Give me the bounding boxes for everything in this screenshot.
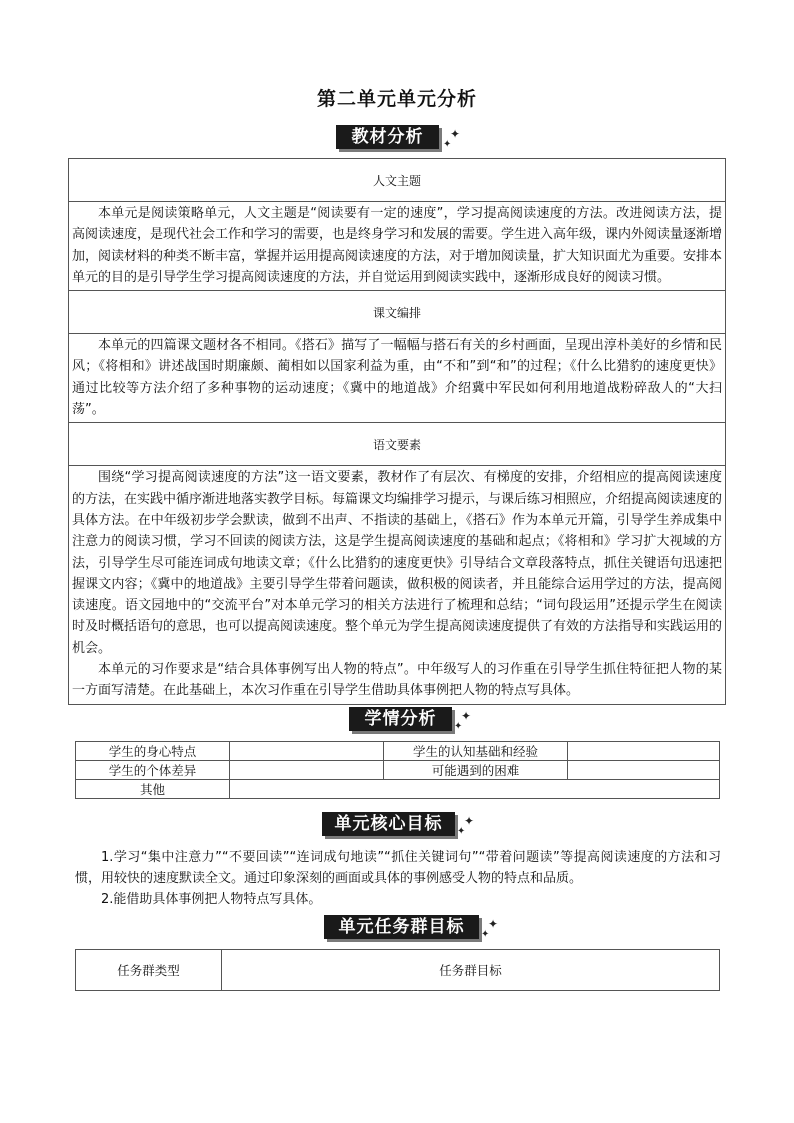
- section-banner-label: 教材分析: [336, 125, 439, 149]
- cell-empty: [230, 780, 720, 799]
- cell-empty: [568, 742, 720, 761]
- section-banner-textbook: [336, 125, 466, 151]
- paragraph: 围绕“学习提高阅读速度的方法”这一语文要素，教材作了有层次、有梯度的安排，介绍相应的提高阅读速度的方法，在实践中循序渐进地落实教学目标。每篇课文均编排学习提示，与课后练习相照应，介绍提高阅读速度的具体方法。在中年级初步学会默读，做到不出声、不指读的基础上，《搭石》作为本单元开篇，引导学生养成集中注意力的阅读习惯，学习不回读的阅读方法，这是学生提高阅读速度的基础和起点；《将相和》学习扩大视域的方法，引导学生尽可能连词成句地读文章；《什么比猎豹的速度更快》引导结合文章段落特点，抓住关键语句迅速把握课文内容；《冀中的地道战》主要引导学生带着问题读，做积极的阅读者，并且能综合运用学过的方法，提高阅读速度。语文园地中的“交流平台”对本单元学习的相关方法进行了梳理和总结；“词句段运用”还提示学生在阅读时及时概括语句的意思，也可以提高阅读速度。整个单元为学生提高阅读速度提供了有效的方法指导和实践运用的机会。: [72, 470, 723, 656]
- theme-body: [69, 202, 726, 291]
- task-group-table: [75, 949, 720, 991]
- label-cognitive-base: 学生的认知基础和经验: [384, 742, 568, 761]
- learning-table: [75, 741, 720, 799]
- sparkle-icon: ✦ ✦: [443, 127, 461, 150]
- cell-empty: [568, 761, 720, 780]
- paragraph: 本单元是阅读策略单元，人文主题是“阅读要有一定的速度”，学习提高阅读速度的方法。改进阅读方法，提高阅读速度，是现代社会工作和学习的需要，也是终身学习和发展的需要。学生进入高年级，课内外阅读量逐渐增加，阅读材料的种类不断丰富，掌握并运用提高阅读速度的方法，对于增加阅读量，扩大知识面尤为重要。安排本单元的目的是引导学生学习提高阅读速度的方法，并自觉运用到阅读实践中，逐渐形成良好的阅读习惯。: [72, 206, 723, 285]
- sparkle-icon: ✦ ✦: [457, 814, 475, 837]
- sparkle-icon: ✦ ✦: [481, 917, 499, 940]
- heading-language-elements: 语文要素: [69, 423, 726, 466]
- arrangement-body: [69, 334, 726, 423]
- heading-theme: 人文主题: [69, 159, 726, 202]
- goal-item: 2.能借助具体事例把人物特点写具体。: [101, 892, 322, 907]
- section-banner-task-goals: [324, 915, 504, 941]
- label-physical-mental: 学生的身心特点: [76, 742, 230, 761]
- paragraph: 本单元的四篇课文题材各不相同。《搭石》描写了一幅幅与搭石有关的乡村画面，呈现出淳朴美好的乡情和民风；《将相和》讲述战国时期廉颇、蔺相如以国家利益为重，由“不和”到“和”的过程；《什么比猎豹的速度更快》通过比较等方法介绍了多种事物的运动速度；《冀中的地道战》介绍冀中军民如何利用地道战粉碎敌人的“大扫荡”。: [72, 338, 722, 418]
- label-individual-diff: 学生的个体差异: [76, 761, 230, 780]
- heading-arrangement: 课文编排: [69, 291, 726, 334]
- label-other: 其他: [76, 780, 230, 799]
- section-banner-label: 单元核心目标: [322, 812, 455, 836]
- header-task-type: 任务群类型: [76, 950, 222, 991]
- language-elements-body: [69, 466, 726, 704]
- goal-item: 1.学习“集中注意力”“不要回读”“连词成句地读”“抓住关键词句”“带着问题读”等提高阅读速度的方法和习惯，用较快的速度默读全文。通过印象深刻的画面或具体的事例感受人物的特点和品质。: [75, 850, 721, 886]
- section-banner-label: 学情分析: [349, 707, 452, 731]
- cell-empty: [230, 761, 384, 780]
- section-banner-learning: [349, 707, 479, 733]
- section-banner-core-goals: [322, 812, 482, 838]
- cell-empty: [230, 742, 384, 761]
- sparkle-icon: ✦ ✦: [454, 709, 472, 732]
- textbook-analysis-table: [68, 158, 726, 705]
- section-banner-label: 单元任务群目标: [324, 915, 479, 939]
- core-goals-list: [75, 847, 721, 910]
- paragraph: 本单元的习作要求是“结合具体事例写出人物的特点”。中年级写人的习作重在引导学生抓住特征把人物的某一方面写清楚。在此基础上，本次习作重在引导学生借助具体事例把人物的特点写具体。: [72, 662, 722, 699]
- label-difficulties: 可能遇到的困难: [384, 761, 568, 780]
- header-task-goal: 任务群目标: [222, 950, 720, 991]
- page-title: 第二单元单元分析: [316, 88, 477, 110]
